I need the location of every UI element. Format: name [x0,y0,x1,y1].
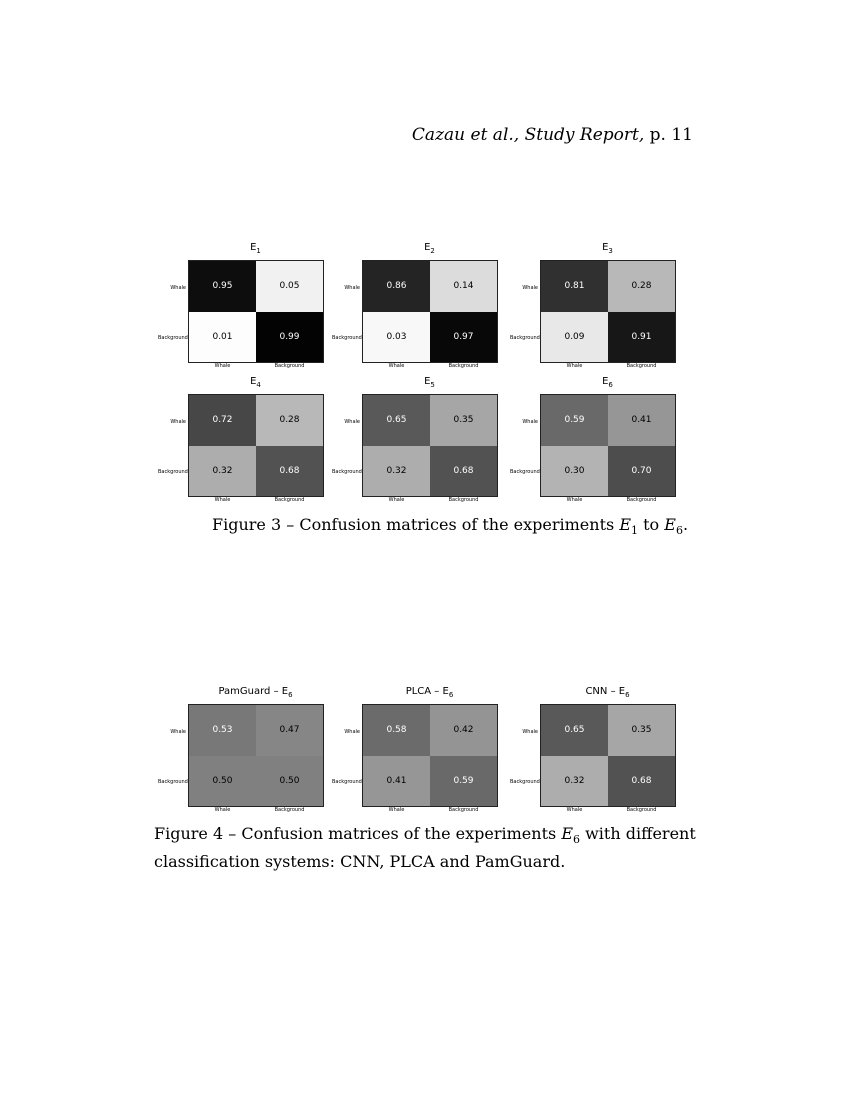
caption-var: E [619,515,631,534]
caption-dash: – [286,515,295,534]
matrix-grid [362,704,498,807]
column-label: Background [626,497,657,503]
matrix-grid [362,394,498,497]
row-label: Whale [522,285,538,291]
row-label: Whale [170,285,186,291]
header-page-prefix: p. [649,125,666,145]
matrix-cell: 0.68 [256,446,323,497]
column-label: Whale [566,807,583,813]
matrix-cell: 0.35 [608,705,675,756]
matrix-grid [188,704,324,807]
column-label: Background [626,807,657,813]
header-report: Study Report, [524,125,645,145]
matrix-cell: 0.47 [256,705,323,756]
column-label: Background [448,363,479,369]
matrix-title-text: CNN – E [585,686,626,697]
matrix-title-text: E [424,242,431,253]
confusion-matrix [158,376,338,511]
row-label: Whale [344,729,360,735]
matrix-cell: 0.03 [363,312,430,363]
row-label: Background [332,779,362,785]
row-label: Background [158,779,188,785]
caption-var: E [561,824,573,843]
matrix-grid [540,394,676,497]
matrix-title-text: E [250,376,257,387]
header-page-number: 11 [671,125,693,145]
confusion-matrix [510,376,690,511]
matrix-title-sub: 5 [430,381,435,389]
matrix-cell: 0.41 [608,395,675,446]
matrix-title-text: E [602,242,609,253]
confusion-matrix [332,242,512,377]
row-label: Whale [170,729,186,735]
matrix-cell: 0.28 [608,261,675,312]
matrix-title [540,376,675,394]
matrix-cell: 0.14 [430,261,497,312]
matrix-title [188,242,323,260]
row-label: Whale [170,419,186,425]
column-label: Background [274,497,305,503]
row-label: Whale [522,419,538,425]
matrix-cell: 0.65 [363,395,430,446]
column-label: Whale [214,497,231,503]
matrix-title [540,242,675,260]
matrix-title-sub: 3 [608,247,613,255]
matrix-cell: 0.59 [430,756,497,807]
matrix-cell: 0.09 [541,312,608,363]
matrix-title [362,376,497,394]
column-label: Whale [388,497,405,503]
matrix-title-text: PamGuard – E [218,686,289,697]
caption-var-sub: 6 [675,524,683,538]
column-label: Background [448,497,479,503]
matrix-title-sub: 6 [448,691,454,699]
matrix-cell: 0.42 [430,705,497,756]
caption-text-after: with different classification systems: CNN, PLCA and PamGuard. [154,824,696,872]
matrix-title [188,376,323,394]
confusion-matrix [332,376,512,511]
caption-var-sub: 6 [573,833,580,847]
matrix-cell: 0.28 [256,395,323,446]
column-label: Whale [214,807,231,813]
matrix-title [540,686,675,704]
caption-end: . [682,515,689,534]
matrix-cell: 0.35 [430,395,497,446]
matrix-cell: 0.97 [430,312,497,363]
row-label: Whale [522,729,538,735]
matrix-title-text: E [602,376,609,387]
matrix-cell: 0.58 [363,705,430,756]
matrix-title-text: PLCA – E [405,686,449,697]
matrix-cell: 0.72 [189,395,256,446]
matrix-cell: 0.32 [363,446,430,497]
matrix-cell: 0.68 [608,756,675,807]
matrix-cell: 0.91 [608,312,675,363]
column-label: Background [274,363,305,369]
matrix-grid [540,704,676,807]
row-label: Background [510,779,540,785]
matrix-cell: 0.81 [541,261,608,312]
matrix-cell: 0.01 [189,312,256,363]
matrix-title-sub: 2 [430,247,435,255]
matrix-title-sub: 6 [625,691,630,699]
matrix-cell: 0.30 [541,446,608,497]
matrix-cell: 0.53 [189,705,256,756]
matrix-title-sub: 4 [256,381,261,389]
column-label: Whale [566,363,583,369]
matrix-cell: 0.32 [541,756,608,807]
matrix-title [362,686,497,704]
figure-3-caption [212,514,688,542]
matrix-cell: 0.65 [541,705,608,756]
row-label: Background [510,335,540,341]
confusion-matrix [510,686,690,821]
matrix-grid [188,394,324,497]
matrix-grid [362,260,498,363]
row-label: Background [332,469,362,475]
row-label: Background [510,469,540,475]
caption-var: E [664,515,676,534]
matrix-grid [188,260,324,363]
column-label: Background [274,807,305,813]
matrix-title [188,686,323,704]
matrix-title [362,242,497,260]
matrix-cell: 0.68 [430,446,497,497]
matrix-title-sub: 1 [256,247,261,255]
caption-text: Confusion matrices of the experiments [299,515,615,534]
confusion-matrix [332,686,512,821]
caption-var-sub: 1 [631,524,638,538]
caption-label: Figure 4 [154,824,224,843]
column-label: Whale [566,497,583,503]
matrix-title-sub: 6 [288,691,293,699]
matrix-cell: 0.59 [541,395,608,446]
row-label: Whale [344,285,360,291]
matrix-title-text: E [424,376,431,387]
matrix-cell: 0.99 [256,312,323,363]
row-label: Background [332,335,362,341]
caption-label: Figure 3 [212,515,282,534]
column-label: Whale [388,807,405,813]
column-label: Whale [388,363,405,369]
caption-to: to [643,515,660,534]
caption-dash: – [228,824,237,843]
column-label: Background [448,807,479,813]
matrix-title-sub: 6 [608,381,613,389]
row-label: Whale [344,419,360,425]
matrix-title-text: E [250,242,257,253]
matrix-grid [540,260,676,363]
row-label: Background [158,335,188,341]
matrix-cell: 0.70 [608,446,675,497]
confusion-matrix [158,686,338,821]
caption-text: Confusion matrices of the experiments [241,824,557,843]
matrix-cell: 0.05 [256,261,323,312]
header-authors: Cazau et al., [411,125,520,145]
matrix-cell: 0.50 [256,756,323,807]
confusion-matrix [158,242,338,377]
confusion-matrix [510,242,690,377]
matrix-cell: 0.95 [189,261,256,312]
matrix-cell: 0.86 [363,261,430,312]
matrix-cell: 0.41 [363,756,430,807]
column-label: Background [626,363,657,369]
row-label: Background [158,469,188,475]
column-label: Whale [214,363,231,369]
figure-4-caption [154,823,699,873]
matrix-cell: 0.32 [189,446,256,497]
matrix-cell: 0.50 [189,756,256,807]
page-header [412,125,693,145]
